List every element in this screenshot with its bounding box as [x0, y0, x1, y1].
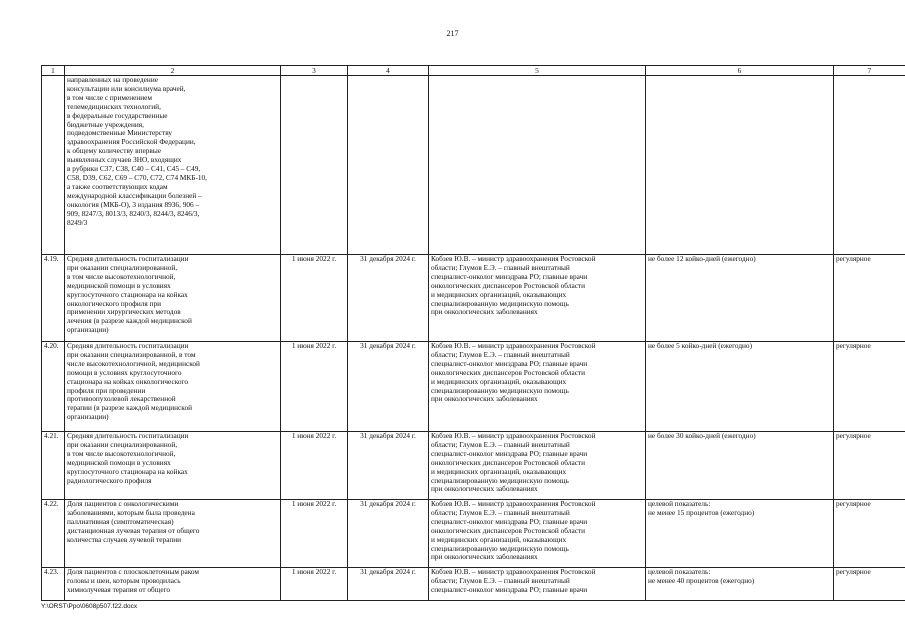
cell-indicator: не более 5 койко-дней (ежегодно): [646, 342, 834, 432]
table-row: [42, 432, 905, 500]
cell-type: регулярное: [834, 255, 905, 342]
cell-num: 4.21.: [42, 432, 65, 500]
cell-start: 1 июня 2022 г.: [281, 568, 348, 601]
column-header: 7: [834, 66, 905, 76]
table-row: [42, 568, 905, 601]
column-header: 5: [429, 66, 646, 76]
cell-indicator: не более 30 койко-дней (ежегодно): [646, 432, 834, 500]
table-row: [42, 255, 905, 342]
table-row: [42, 342, 905, 432]
cell-responsible: Кобзев Ю.В. – министр здравоохранения Ростовской области; Глумов Е.Э. – главный внештатный специалист-онколог минздрава РО; главные врачи: [429, 568, 646, 601]
cell-name: Средняя длительность госпитализации при оказании специализированной, в том числе высокотехнологичной, медицинской помощи в условиях круглосуточного стационара на койках онкологического профиля при проведении противоопухолевой лекарственной терапии (в разрезе каждой медицинской организации): [65, 342, 281, 432]
cell-name: Доля пациентов с плоскоклеточным раком головы и шеи, которым проводилась химиолучевая терапия от общего: [65, 568, 281, 601]
column-header: 1: [42, 66, 65, 76]
cell-end: 31 декабря 2024 г.: [348, 255, 429, 342]
column-header: 2: [65, 66, 281, 76]
cell-indicator: целевой показатель: не менее 40 процентов (ежегодно): [646, 568, 834, 601]
plan-table: [41, 65, 905, 601]
cell-end: 31 декабря 2024 г.: [348, 342, 429, 432]
cell-num: [42, 76, 65, 255]
cell-type: регулярное: [834, 500, 905, 568]
file-path-footer: Y:\ORST\Ppo\0608p507.f22.docx: [41, 603, 138, 610]
cell-start: 1 июня 2022 г.: [281, 255, 348, 342]
column-header: 4: [348, 66, 429, 76]
cell-num: 4.23.: [42, 568, 65, 601]
cell-name: Доля пациентов с онкологическими заболеваниями, которым была проведена паллиативная (симптоматическая) дистанционная лучевая терапия от общего количества случаев лучевой терапии: [65, 500, 281, 568]
cell-type: регулярное: [834, 342, 905, 432]
cell-type: [834, 76, 905, 255]
cell-responsible: Кобзев Ю.В. – министр здравоохранения Ростовской области; Глумов Е.Э. – главный внештатный специалист-онколог минздрава РО; главные врачи онкологических диспансеров Ростовской области и медицинских организаций, оказывающих специализированную медицинскую помощь при онкологических заболеваниях: [429, 500, 646, 568]
column-header: 6: [646, 66, 834, 76]
page-number: 217: [446, 29, 459, 38]
column-header: 3: [281, 66, 348, 76]
cell-responsible: [429, 76, 646, 255]
cell-name: направленных на проведение консультации или консилиума врачей, в том числе с применением телемедицинских технологий, в федеральные государственные бюджетные учреждения, подведомственные Министерству здравоохранения Российской Федерации, к общему количеству впервые выявленных случаев ЗНО, входящих в рубрики C37, C38, C40 – C41, C45 – C49, C58, D39, C62, C69 – C70, C72, C74 МКБ-10, а также соответствующих кодам международной классификации болезней – онкология (МКБ-О), 3 издания 8936, 906 – 909, 8247/3, 8013/3, 8240/3, 8244/3, 8246/3, 8249/3: [65, 76, 281, 255]
cell-start: 1 июня 2022 г.: [281, 432, 348, 500]
cell-num: 4.20.: [42, 342, 65, 432]
table-row: [42, 500, 905, 568]
cell-type: регулярное: [834, 568, 905, 601]
cell-responsible: Кобзев Ю.В. – министр здравоохранения Ростовской области; Глумов Е.Э. – главный внештатный специалист-онколог минздрава РО; главные врачи онкологических диспансеров Ростовской области и медицинских организаций, оказывающих специализированную медицинскую помощь при онкологических заболеваниях: [429, 432, 646, 500]
cell-num: 4.19.: [42, 255, 65, 342]
cell-responsible: Кобзев Ю.В. – министр здравоохранения Ростовской области; Глумов Е.Э. – главный внештатный специалист-онколог минздрава РО; главные врачи онкологических диспансеров Ростовской области и медицинских организаций, оказывающих специализированную медицинскую помощь при онкологических заболеваниях: [429, 342, 646, 432]
table-row-continuation: [42, 76, 905, 255]
cell-indicator: [646, 76, 834, 255]
cell-end: 31 декабря 2024 г.: [348, 432, 429, 500]
cell-start: [281, 76, 348, 255]
table-header-row: [42, 66, 905, 76]
cell-num: 4.22.: [42, 500, 65, 568]
cell-end: [348, 76, 429, 255]
cell-name: Средняя длительность госпитализации при оказании специализированной, в том числе высокотехнологичной, медицинской помощи в условиях круглосуточного стационара на койках радиологического профиля: [65, 432, 281, 500]
cell-name: Средняя длительность госпитализации при оказании специализированной, в том числе высокотехнологичной, медицинской помощи в условиях круглосуточного стационара на койках онкологического профиля при применении хирургических методов лечения (в разрезе каждой медицинской организации): [65, 255, 281, 342]
cell-responsible: Кобзев Ю.В. – министр здравоохранения Ростовской области; Глумов Е.Э. – главный внештатный специалист-онколог минздрава РО; главные врачи онкологических диспансеров Ростовской области и медицинских организаций, оказывающих специализированную медицинскую помощь при онкологических заболеваниях: [429, 255, 646, 342]
cell-end: 31 декабря 2024 г.: [348, 500, 429, 568]
cell-end: 31 декабря 2024 г.: [348, 568, 429, 601]
cell-type: регулярное: [834, 432, 905, 500]
cell-indicator: целевой показатель: не менее 15 процентов (ежегодно): [646, 500, 834, 568]
cell-indicator: не более 12 койко-дней (ежегодно): [646, 255, 834, 342]
cell-start: 1 июня 2022 г.: [281, 342, 348, 432]
cell-start: 1 июня 2022 г.: [281, 500, 348, 568]
